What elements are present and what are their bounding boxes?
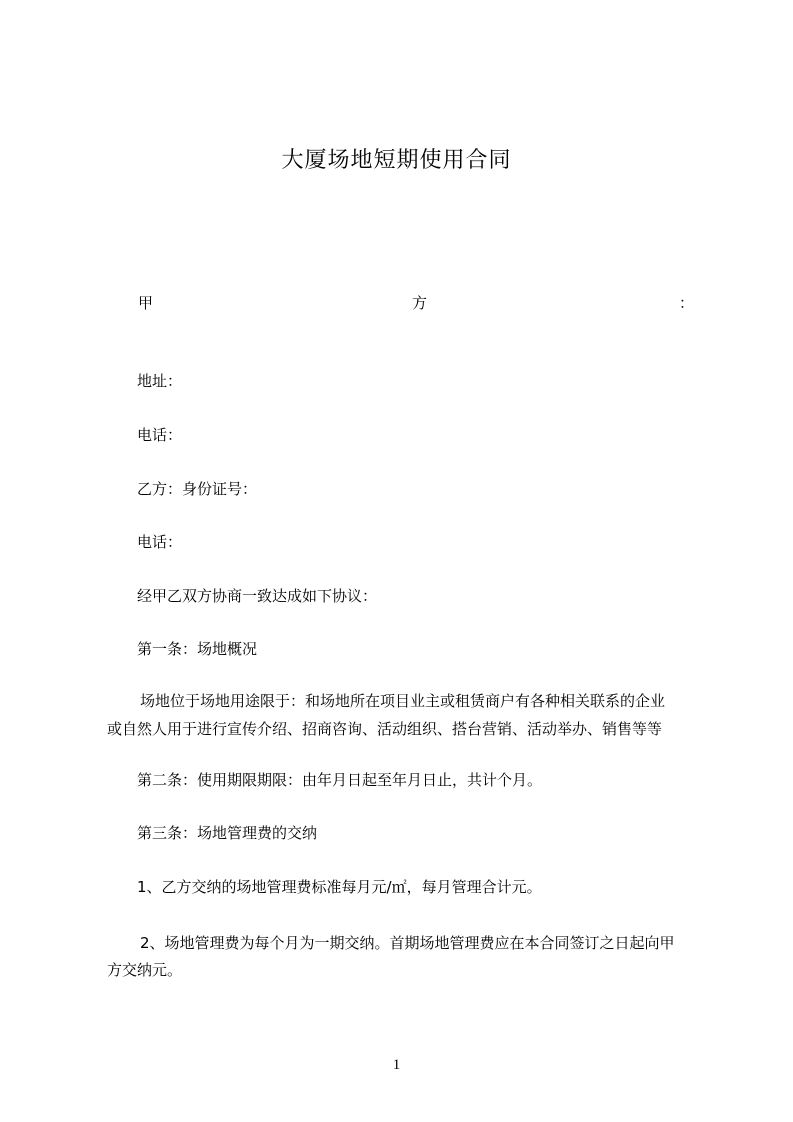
page-number: 1 bbox=[392, 1057, 401, 1073]
address-label: 地址： bbox=[137, 372, 183, 390]
phone-a-label: 电话： bbox=[137, 426, 183, 444]
agreement-intro: 经甲乙双方协商一致达成如下协议： bbox=[137, 587, 378, 605]
party-a-char-1: 甲 bbox=[138, 294, 154, 312]
article-1-title: 第一条：场地概况 bbox=[137, 640, 258, 658]
article-1-text-line-1: 场地位于场地用途限于：和场地所在项目业主或租赁商户有各种相关联系的企业 bbox=[140, 692, 666, 710]
phone-b-label: 电话： bbox=[137, 533, 183, 551]
party-a-line bbox=[138, 292, 694, 312]
article-2-text: 第二条：使用期限期限：由年月日起至年月日止，共计个月。 bbox=[137, 771, 543, 789]
party-b-label: 乙方：身份证号： bbox=[137, 480, 258, 498]
article-3-item-2-line-2: 方交纳元。 bbox=[107, 961, 183, 979]
article-3-title: 第三条：场地管理费的交纳 bbox=[137, 824, 318, 842]
article-3-item-2-line-1: 2、场地管理费为每个月为一期交纳。首期场地管理费应在本合同签订之日起向甲 bbox=[140, 934, 675, 952]
article-3-item-1: 1、乙方交纳的场地管理费标准每月元/㎡，每月管理合计元。 bbox=[137, 878, 542, 896]
article-1-text-line-2: 或自然人用于进行宣传介绍、招商咨询、活动组织、搭台营销、活动举办、销售等等 bbox=[107, 720, 663, 738]
document-title: 大厦场地短期使用合同 bbox=[281, 148, 512, 173]
party-a-char-2: 方 bbox=[412, 294, 428, 312]
party-a-colon: ： bbox=[678, 294, 694, 312]
